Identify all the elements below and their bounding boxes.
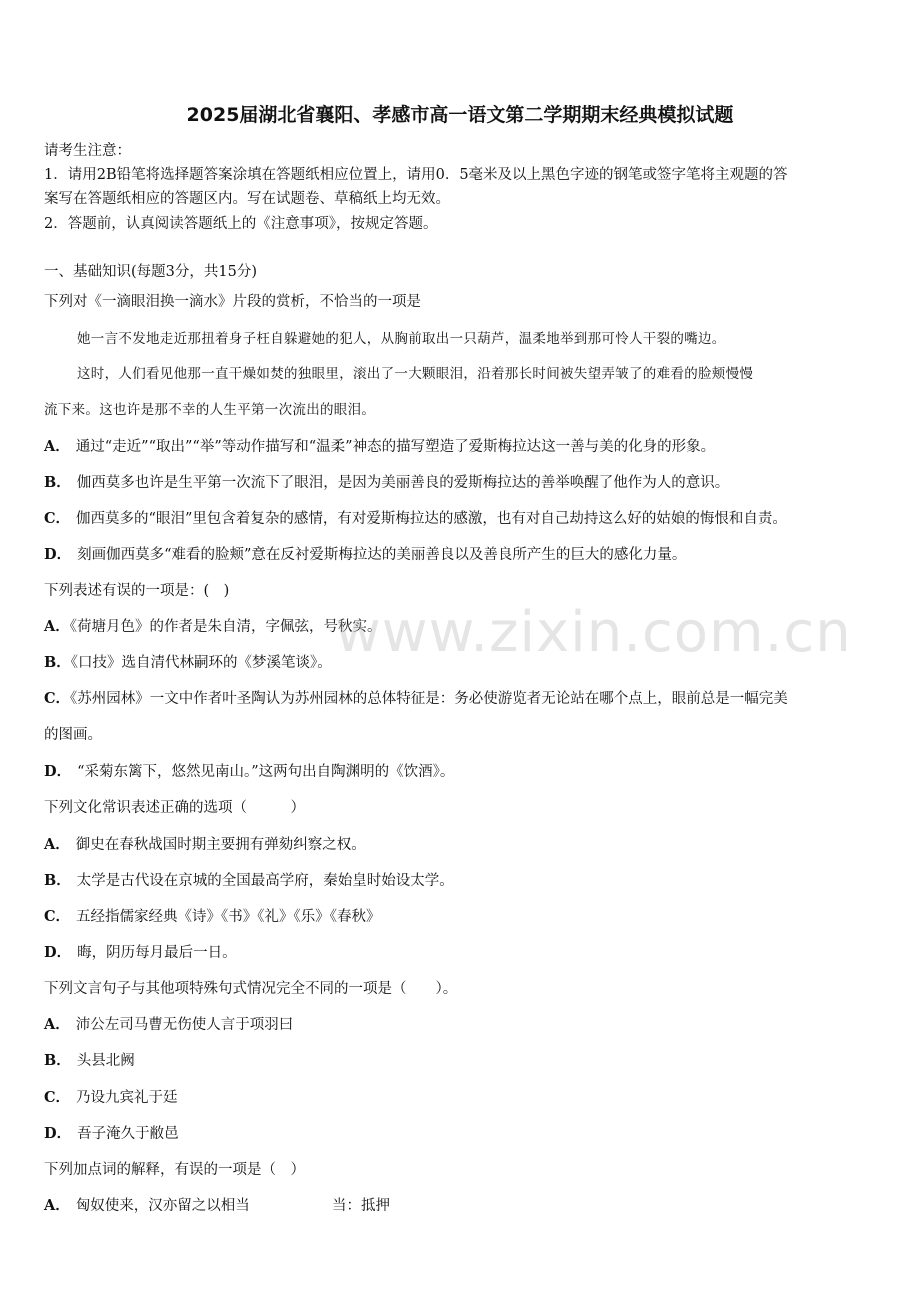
option-text: 通过“走近”“取出”“举”等动作描写和“温柔”神态的描写塑造了爱斯梅拉达这一善与美的化身的形象。 bbox=[75, 439, 716, 455]
option-c bbox=[44, 687, 788, 708]
option-a bbox=[44, 833, 366, 854]
option-a bbox=[44, 1013, 293, 1034]
option-d bbox=[44, 1122, 179, 1143]
option-d bbox=[44, 760, 454, 781]
question-1-stem: 下列对《一滴眼泪换一滴水》片段的赏析，不恰当的一项是 bbox=[44, 294, 421, 310]
option-text: 晦，阴历每月最后一日。 bbox=[77, 945, 237, 961]
option-c bbox=[44, 507, 787, 528]
option-text: 匈奴使来，汉亦留之以相当 bbox=[75, 1198, 250, 1214]
notice-item-1: 1．请用2B铅笔将选择题答案涂填在答题纸相应位置上，请用0．5毫米及以上黑色字迹的钢笔或签字笔将主观题的答 bbox=[44, 167, 788, 183]
option-text: 太学是古代设在京城的全国最高学府，秦始皇时始设太学。 bbox=[76, 873, 454, 889]
option-letter: B． bbox=[44, 1052, 71, 1069]
notice-item-2: 2．答题前，认真阅读答题纸上的《注意事项》，按规定答题。 bbox=[44, 216, 438, 232]
option-letter: B． bbox=[44, 474, 71, 491]
option-text: 《苏州园林》一文中作者叶圣陶认为苏州园林的总体特征是：务必使游览者无论站在哪个点上，眼前总是一幅完美 bbox=[70, 691, 788, 707]
option-a-note: 当：抵押 bbox=[332, 1198, 390, 1214]
question-2-stem: 下列表述有误的一项是：( ) bbox=[44, 583, 230, 599]
option-letter: C． bbox=[44, 1089, 71, 1106]
option-b bbox=[44, 471, 729, 492]
option-c bbox=[44, 905, 381, 926]
passage-paragraph-2: 这时，人们看见他那一直干燥如焚的独眼里，滚出了一大颗眼泪，沿着那长时间被失望弄皱了的难看的脸颊慢慢 bbox=[77, 366, 754, 382]
option-text: 刻画伽西莫多“难看的脸颊”意在反衬爱斯梅拉达的美丽善良以及善良所产生的巨大的感化力量。 bbox=[77, 547, 687, 563]
option-letter: A． bbox=[44, 618, 70, 635]
option-text: 五经指儒家经典《诗》《书》《礼》《乐》《春秋》 bbox=[76, 909, 381, 925]
section-heading: 一、基础知识(每题3分，共15分) bbox=[44, 264, 257, 280]
option-text: 沛公左司马曹无伤使人言于项羽曰 bbox=[75, 1017, 294, 1033]
option-text: 头县北阙 bbox=[76, 1053, 135, 1069]
option-letter: A． bbox=[44, 1197, 70, 1214]
option-text: 《口技》选自清代林嗣环的《梦溪笔谈》。 bbox=[70, 655, 332, 671]
option-text: 御史在春秋战国时期主要拥有弹劾纠察之权。 bbox=[75, 837, 366, 853]
option-b bbox=[44, 651, 332, 672]
option-letter: A． bbox=[44, 1016, 70, 1033]
question-4-stem: 下列文言句子与其他项特殊句式情况完全不同的一项是（ ）。 bbox=[44, 981, 458, 997]
option-letter: D． bbox=[44, 1125, 72, 1142]
option-b bbox=[44, 1049, 135, 1070]
passage-paragraph-2-cont: 流下来。这也许是那不幸的人生平第一次流出的眼泪。 bbox=[44, 402, 376, 418]
question-5-stem: 下列加点词的解释，有误的一项是（ ） bbox=[44, 1162, 305, 1178]
option-letter: D． bbox=[44, 763, 72, 780]
option-letter: B． bbox=[44, 872, 71, 889]
option-text: 伽西莫多也许是生平第一次流下了眼泪，是因为美丽善良的爱斯梅拉达的善举唤醒了他作为人的意识。 bbox=[76, 475, 730, 491]
option-letter: A． bbox=[44, 438, 70, 455]
option-letter: C． bbox=[44, 690, 71, 707]
option-d bbox=[44, 543, 686, 564]
option-letter: C． bbox=[44, 510, 71, 527]
option-c bbox=[44, 1086, 178, 1107]
option-letter: C． bbox=[44, 908, 71, 925]
option-a bbox=[44, 1194, 250, 1215]
option-b bbox=[44, 869, 454, 890]
notice-heading: 请考生注意： bbox=[44, 143, 131, 159]
option-c-cont: 的图画。 bbox=[44, 727, 102, 743]
page-title: 2025届湖北省襄阳、孝感市高一语文第二学期期末经典模拟试题 bbox=[186, 104, 734, 126]
option-a bbox=[44, 615, 382, 636]
notice-item-1-cont: 案写在答题纸相应的答题区内。写在试题卷、草稿纸上均无效。 bbox=[44, 191, 450, 207]
option-text: 《荷塘月色》的作者是朱自清，字佩弦，号秋实。 bbox=[69, 619, 382, 635]
passage-paragraph-1: 她一言不发地走近那扭着身子枉自躲避她的犯人，从胸前取出一只葫芦，温柔地举到那可怜人干裂的嘴边。 bbox=[77, 331, 726, 347]
question-3-stem: 下列文化常识表述正确的选项（ ） bbox=[44, 800, 305, 816]
option-d bbox=[44, 941, 237, 962]
option-letter: D． bbox=[44, 546, 72, 563]
option-letter: D． bbox=[44, 944, 72, 961]
watermark: www.zixin.com.cn bbox=[335, 600, 852, 665]
option-text: 乃设九宾礼于廷 bbox=[76, 1090, 178, 1106]
option-text: 伽西莫多的“眼泪”里包含着复杂的感情，有对爱斯梅拉达的感激，也有对自己劫持这么好的姑娘的悔恨和自责。 bbox=[76, 511, 787, 527]
option-text: 吾子淹久于敝邑 bbox=[77, 1126, 179, 1142]
option-letter: A． bbox=[44, 836, 70, 853]
option-text: “采菊东篱下，悠然见南山。”这两句出自陶渊明的《饮酒》。 bbox=[77, 764, 455, 780]
option-a bbox=[44, 435, 715, 456]
option-letter: B． bbox=[44, 654, 71, 671]
